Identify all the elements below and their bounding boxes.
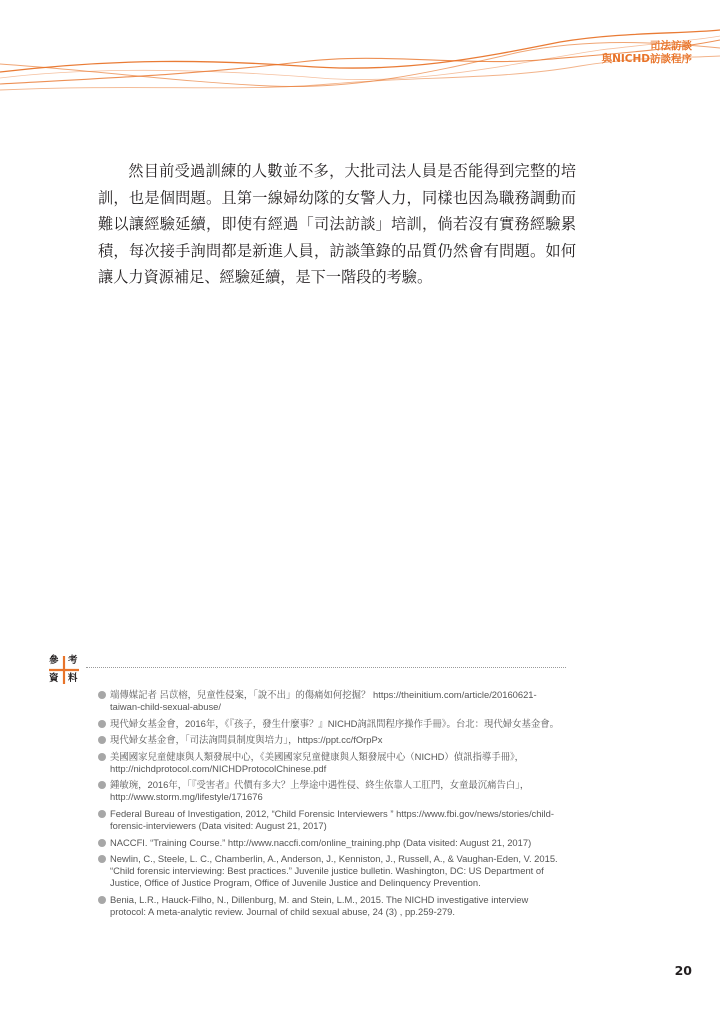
reference-item: 鍾敏琬，2016年，「『受害者』代價有多大？上學途中遇性侵、終生依靠人工肛門，女童最沉痛告白」，http://www.storm.mg/lifestyle/171676 <box>98 779 566 803</box>
running-head <box>602 40 692 66</box>
running-head-line2: 與NICHD訪談程序 <box>601 53 692 65</box>
references-divider <box>86 667 566 668</box>
bullet-icon <box>98 736 106 744</box>
reference-item: 現代婦女基金會，2016年，《『孩子，發生什麼事？』NICHD詢訊問程序操作手冊》。台北：現代婦女基金會。 <box>98 718 566 730</box>
references-label <box>46 655 82 685</box>
bullet-icon <box>98 896 106 904</box>
bullet-icon <box>98 753 106 761</box>
bullet-icon <box>98 839 106 847</box>
bullet-icon <box>98 810 106 818</box>
references-label-char: 參 <box>49 655 59 666</box>
reference-item: Benia, L.R., Hauck-Filho, N., Dillenburg, M. and Stein, L.M., 2015. The NICHD investigative interview protocol: A meta-analytic review. Journal of child sexual abuse, 24 (3) , pp.259-279. <box>98 894 566 918</box>
reference-item: Federal Bureau of Investigation, 2012, “Child Forensic Interviewers ” https://www.fbi.gov/news/stories/child-forensic-interviewers (Data visited: August 21, 2017) <box>98 808 566 832</box>
references-label-char: 資 <box>49 673 59 684</box>
reference-item: Newlin, C., Steele, L. C., Chamberlin, A., Anderson, J., Kenniston, J., Russell, A., & Vaughan-Eden, V. 2015. “Child forensic interviewing: Best practices.” Juvenile justice bulletin. Washington, DC: US Department of Justice, Office of Justice Program, Office of Juvenile Justice and Delinquency Prevention. <box>98 853 566 889</box>
bullet-icon <box>98 691 106 699</box>
reference-item: NACCFI. “Training Course.” http://www.naccfi.com/online_training.php (Data visited: August 21, 2017) <box>98 837 566 849</box>
references-label-char: 考 <box>68 655 78 666</box>
reference-list <box>98 689 566 922</box>
bullet-icon <box>98 855 106 863</box>
reference-item: 現代婦女基金會，「司法詢問員制度與培力」，https://ppt.cc/fOrpPx <box>98 734 566 746</box>
body-paragraph-text: 然目前受過訓練的人數並不多，大批司法人員是否能得到完整的培訓，也是個問題。且第一線婦幼隊的女警人力，同樣也因為職務調動而難以讓經驗延續，即使有經過「司法訪談」培訓，倘若沒有實務經驗累積，每次接手詢問都是新進人員，訪談筆錄的品質仍然會有問題。如何讓人力資源補足、經驗延續，是下一階段的考驗。 <box>98 162 576 286</box>
page-number: 20 <box>674 963 692 978</box>
reference-item: 美國國家兒童健康與人類發展中心，《美國國家兒童健康與人類發展中心（NICHD）偵訊指導手冊》，http://nichdprotocol.com/NICHDProtocolChinese.pdf <box>98 751 566 775</box>
reference-item: 端傳媒記者 呂苡榕，兒童性侵案，「說不出」的傷痛如何挖掘？ https://theinitium.com/article/20160621-taiwan-child-sexual-abuse/ <box>98 689 566 713</box>
running-head-line1: 司法訪談 <box>650 40 692 52</box>
references-label-char: 料 <box>68 673 78 684</box>
bullet-icon <box>98 720 106 728</box>
body-paragraph <box>98 158 576 291</box>
bullet-icon <box>98 781 106 789</box>
